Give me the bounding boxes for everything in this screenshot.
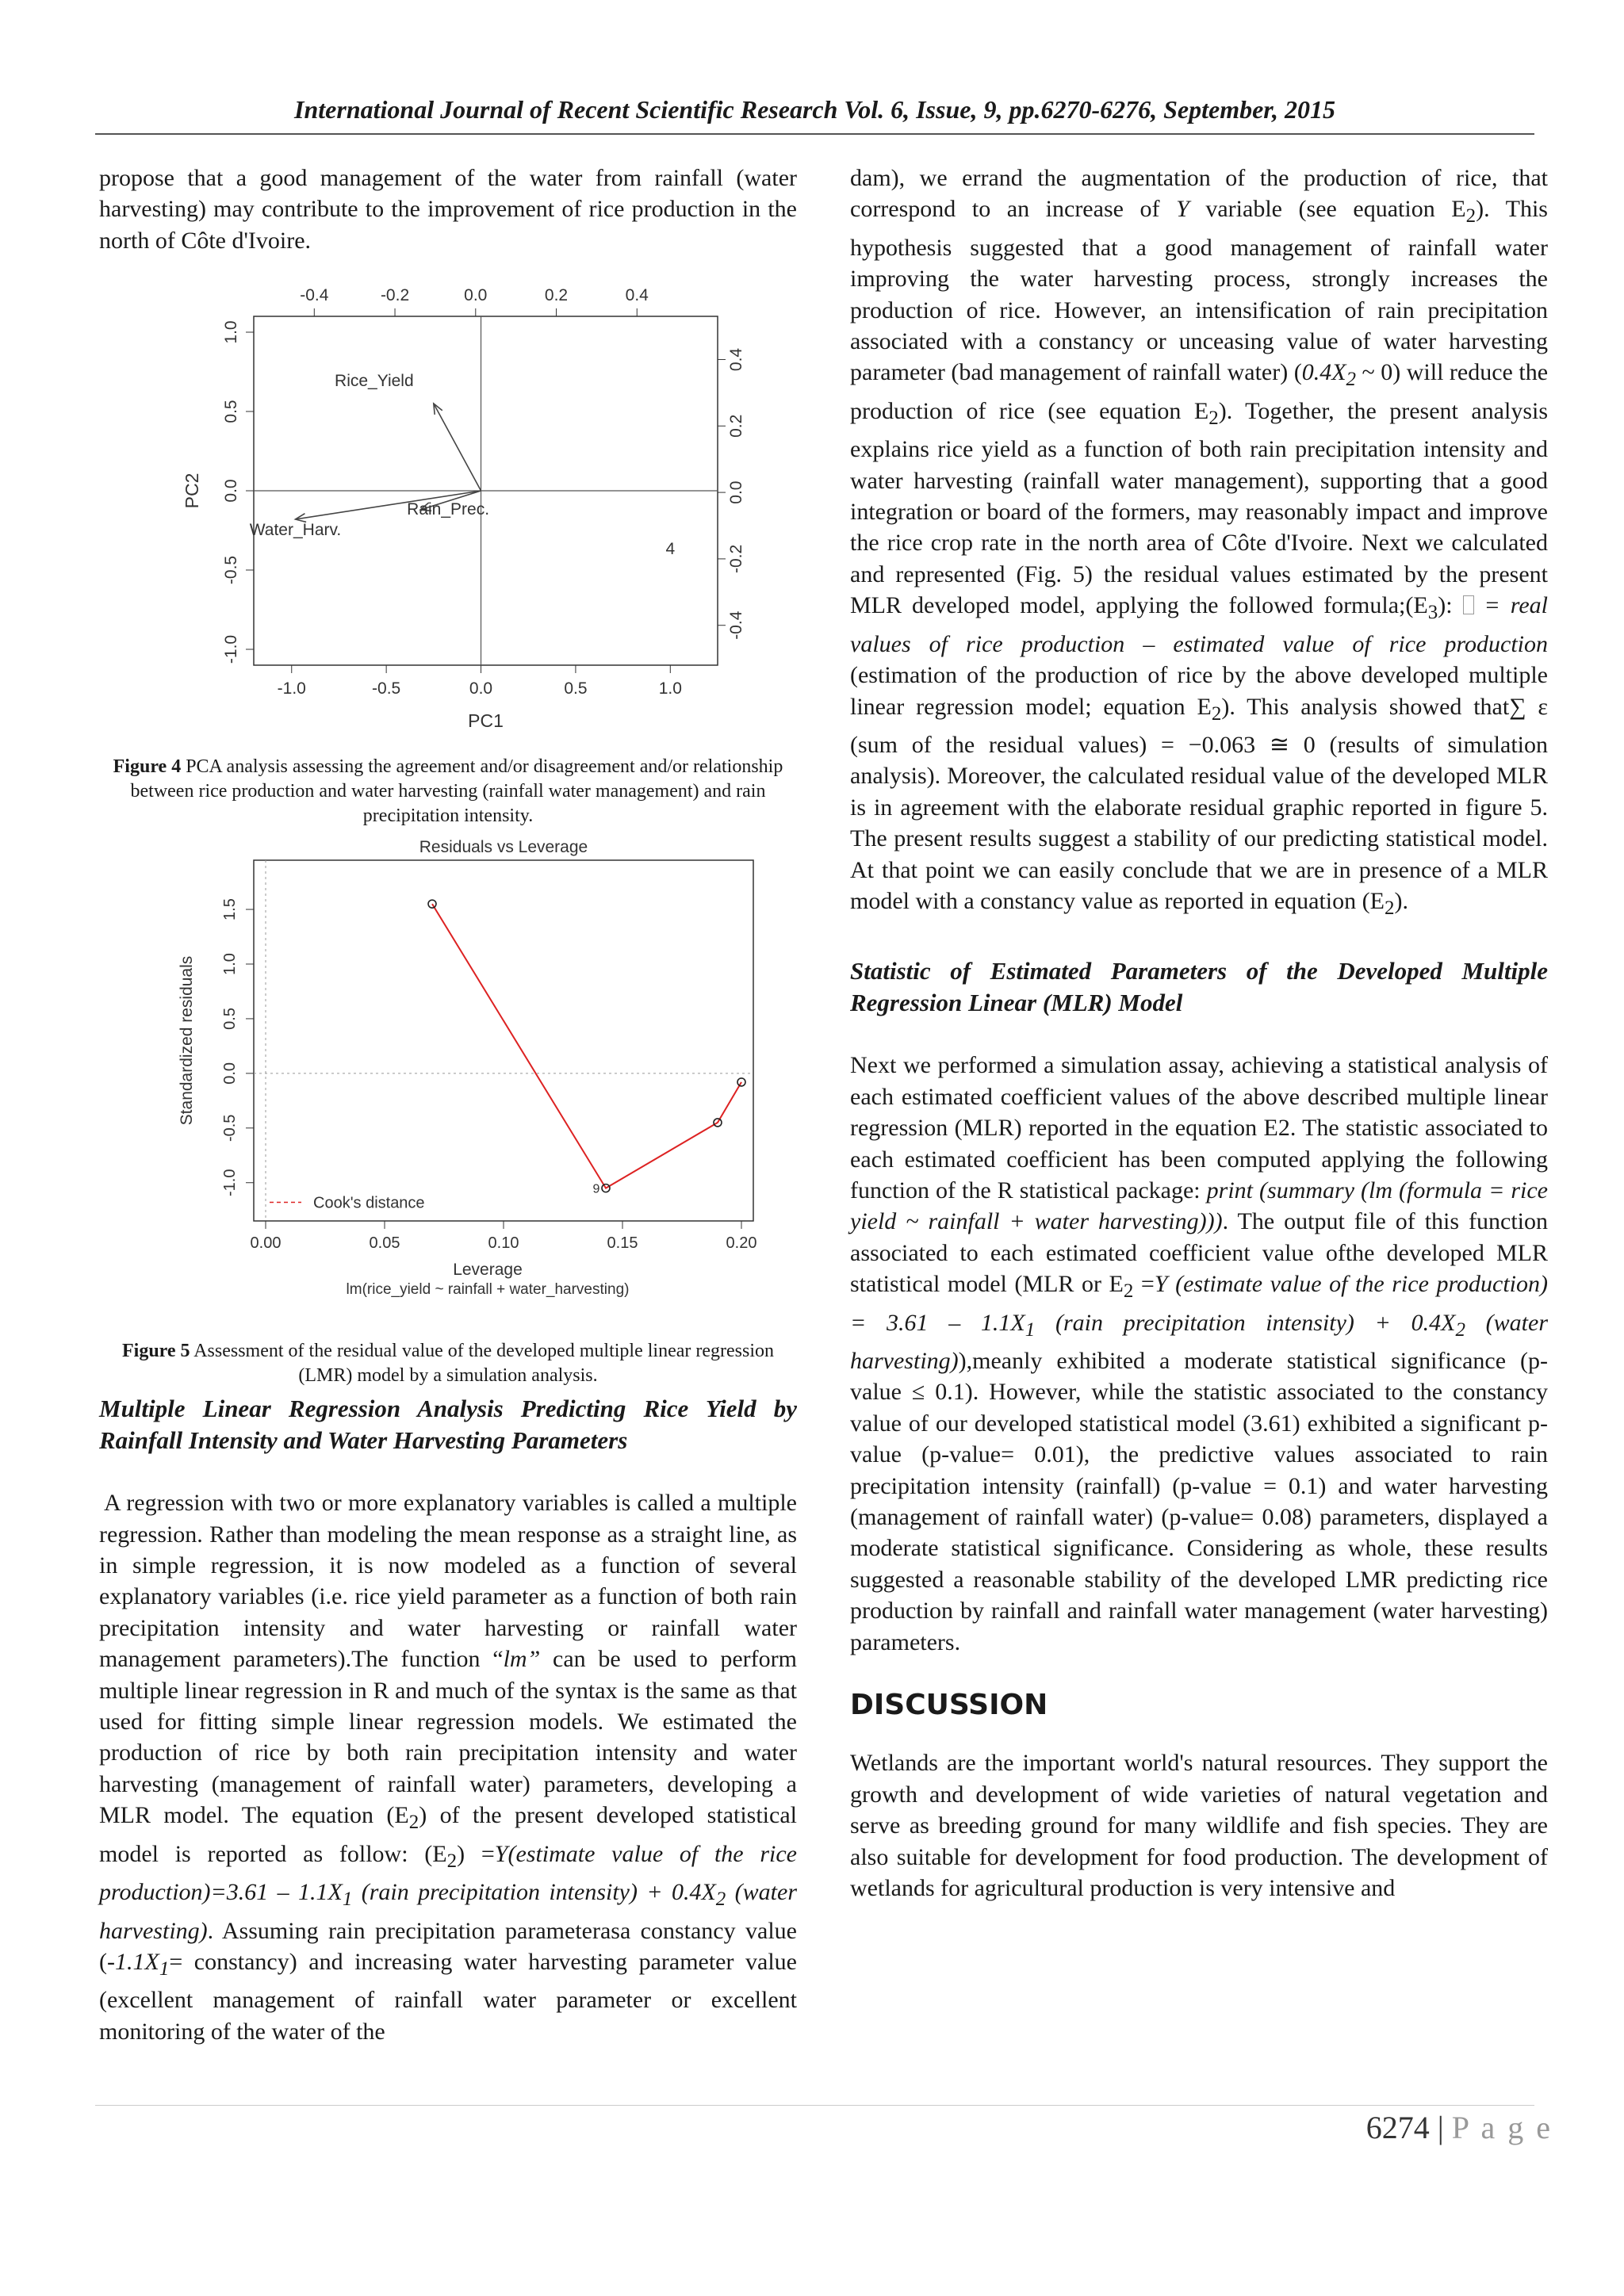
discussion-paragraph: Wetlands are the important world's natural resources. They support the growth and development of wide varieties of natural vegetation and serve as breeding ground for many wildlife and fish species. They are also suitable for development for food production. The development of wetlands for agricultural production is very intensive and <box>850 1750 1548 1902</box>
pca-x-axis-label: PC1 <box>468 710 504 732</box>
footer-rule <box>95 2105 1534 2106</box>
right-column <box>850 163 1548 1904</box>
x-tick-label: 0.15 <box>607 1234 638 1253</box>
pca-y-axis-label: PC2 <box>182 473 202 509</box>
y-tick-label: -1.0 <box>222 635 240 664</box>
y-tick-label: 0.5 <box>222 400 240 423</box>
resid-point-label: 9 <box>592 1182 600 1196</box>
figure-4-caption: Figure 4 PCA analysis assessing the agreement and/or disagreement and/or relationship between rice production and water harvesting (rainfall water management) and rain precipitation intensity. <box>113 756 783 827</box>
y-tick-label: 1.0 <box>221 953 239 976</box>
y-tick-label: -0.5 <box>222 556 240 585</box>
x-tick-label: 0.20 <box>726 1234 757 1253</box>
residual-paragraph: dam), we errand the augmentation of the production of rice, that correspond to an increase of Y variable (see equation $E_2$). This hypothesis suggested that a good management of rainfall water improving the water harvesting process, strongly increases the production of rice. However, an intensification of rain precipitation associated with a constancy or unceasing value of water harvesting parameter (bad management of rainfall water) ($0.4X_2$ ~ 0) will reduce the production of rice (see equation $E_2$). Together, the present analysis explains rice yield as a function of both rain precipitation intensity and water harvesting (rainfall water management), supporting that a good integration or board of the formers, may reasonably impact and improve the rice crop rate in the north area of Côte d'Ivoire. Next we calculated and represented (Fig. 5) the residual values estimated by the present MLR developed model, applying the followed $formula;(E_3)$: = real values of rice production – estimated value of rice production (estimation of the production of rice by the above developed multiple linear regression model; equation $E_2$). This analysis showed that∑ ε (sum of the residual values) = −0.063 ≅ 0 (results of simulation analysis). Moreover, the calculated residual value of the developed MLR is in agreement with the elaborate residual graphic reported in figure 5. The present results suggest a stability of our predicting statistical model. At that point we can easily conclude that we are in presence of a MLR model with a constancy value as reported in equation $(E_2)$. <box>850 165 1549 919</box>
page-label: P a g e <box>1451 2110 1553 2145</box>
resid-smoother-line <box>432 904 741 1188</box>
figure-5-residuals-vs-leverage <box>99 836 797 1336</box>
header-rule <box>95 133 1534 135</box>
mlr-paragraph: A regression with two or more explanatory variables is called a multiple regression. Rather than modeling the mean response as a straight line, as in simple regression, it is now modeled as a function of several explanatory variables (i.e. rice yield parameter as a function of both rain precipitation intensity and water harvesting or rainfall water management parameters).The function “lm” can be used to perform multiple linear regression in R and much of the syntax is the same as that used for fitting simple linear regression models. We estimated the production of rice by both rain precipitation intensity and water harvesting (management of rainfall water) parameters, developing a MLR model. The equation $(E_2)$ of the present developed statistical model is reported as follow: $(E_2)$ =Y(estimate value of the rice production)=3.61 – $1.1X_1$ (rain precipitation intensity) + $0.4X_2$ (water harvesting). Assuming rain precipitation parameterasa constancy value ($-1.1X_1=$ constancy) and increasing water harvesting parameter value (excellent management of rainfall water parameter or excellent monitoring of the water of the <box>99 1490 797 2045</box>
x-tick-label: 1.0 <box>658 679 682 698</box>
intro-paragraph: propose that a good management of the water from rainfall (water harvesting) may contribute to the improvement of rice production in the north of Côte d'Ivoire. <box>99 165 797 254</box>
right-tick-label: 0.4 <box>727 348 745 372</box>
page-number: 6274 <box>1365 2110 1430 2145</box>
resid-y-axis-label: Standardized residuals <box>178 955 196 1126</box>
x-tick-label: 0.00 <box>250 1234 282 1253</box>
page-footer <box>1366 2109 1553 2146</box>
x-tick-label: 0.0 <box>469 679 493 698</box>
top-tick-label: 0.0 <box>464 286 488 305</box>
x-tick-label: -0.5 <box>372 679 401 698</box>
right-tick-label: 0.2 <box>727 414 745 438</box>
figure-4-pca-biplot <box>99 261 797 748</box>
journal-header: International Journal of Recent Scientific Research Vol. 6, Issue, 9, pp.6270-6276, September, 2015 <box>294 95 1335 124</box>
x-tick-label: -1.0 <box>277 679 306 698</box>
section-title-mlr: Multiple Linear Regression Analysis Predicting Rice Yield by Rainfall Intensity and Water Harvesting Parameters <box>99 1395 797 1455</box>
top-tick-label: -0.4 <box>300 286 329 305</box>
resid-x-axis-label: Leverage <box>453 1261 523 1280</box>
statistic-paragraph: Next we performed a simulation assay, achieving a statistical analysis of each estimated coefficient values of the above described multiple linear regression (MLR) reported in the equation E2. The statistic associated to each estimated coefficient has been computed applying the following function of the R statistical package: print (summary (lm (formula = rice yield ~ rainfall + water harvesting))). The output file of this function associated to each estimated coefficient value ofthe developed MLR statistical model (MLR or $E_2 =Y$ (estimate value of the rice production) = $3.61 - 1.1X_1$ (rain precipitation intensity) + $0.4X_2$ (water harvesting)),meanly exhibited a moderate statistical significance (p-value ≤ 0.1). However, while the statistic associated to the constancy value of our developed statistical model (3.61) exhibited a significant p-value (p-value= 0.01), the predictive values associated to rain precipitation intensity (rainfall) (p-value = 0.1) and water harvesting (management of rainfall water) (p-value= 0.08) parameters, displayed a moderate statistical significance. Considering as whole, these results suggested a reasonable stability of the developed LMR predicting rice production by rainfall and rainfall water management (water harvesting) parameters. <box>850 1052 1549 1655</box>
footer-separator: | <box>1429 2110 1452 2145</box>
y-tick-label: -0.5 <box>221 1114 239 1142</box>
y-tick-label: -1.0 <box>221 1169 239 1197</box>
pca-vector-arrowhead <box>434 404 442 415</box>
pca-point-label: 4 <box>665 540 676 559</box>
top-tick-label: 0.4 <box>625 286 649 305</box>
resid-data-point <box>737 1078 745 1086</box>
figure-5-caption: Figure 5 Assessment of the residual value of the developed multiple linear regression (LMR) model by a simulation analysis. <box>121 1341 774 1387</box>
right-tick-label: 0.0 <box>727 480 745 504</box>
discussion-heading: DISCUSSION <box>850 1689 1048 1722</box>
legend-cooks-distance-label: Cook's distance <box>313 1194 425 1212</box>
x-tick-label: 0.10 <box>488 1234 519 1253</box>
y-tick-label: 0.5 <box>221 1008 239 1031</box>
right-tick-label: -0.4 <box>727 610 745 641</box>
pca-vector-label: Water_Harv. <box>249 521 342 540</box>
section-title-statistic: Statistic of Estimated Parameters of the Developed Multiple Regression Linear (MLR) Model <box>850 957 1548 1017</box>
right-tick-label: -0.2 <box>727 545 745 574</box>
x-tick-label: 0.05 <box>369 1234 400 1253</box>
resid-data-point <box>428 900 436 908</box>
top-tick-label: 0.2 <box>544 286 569 305</box>
left-column <box>99 163 797 2047</box>
resid-model-formula: lm(rice_yield ~ rainfall + water_harvesting) <box>346 1281 630 1299</box>
missing-glyph-box <box>1463 595 1474 614</box>
resid-chart-title: Residuals vs Leverage <box>419 838 588 857</box>
pca-vector-arrow <box>434 404 481 491</box>
y-tick-label: 0.0 <box>221 1062 239 1085</box>
resid-plot-frame <box>254 860 753 1221</box>
pca-vector-label: Rain_Prec. <box>407 500 490 519</box>
pca-vector-label: Rice_Yield <box>335 372 414 391</box>
x-tick-label: 0.5 <box>564 679 588 698</box>
y-tick-label: 1.0 <box>222 320 240 344</box>
top-tick-label: -0.2 <box>380 286 410 305</box>
y-tick-label: 1.5 <box>221 898 239 921</box>
y-tick-label: 0.0 <box>222 479 240 503</box>
